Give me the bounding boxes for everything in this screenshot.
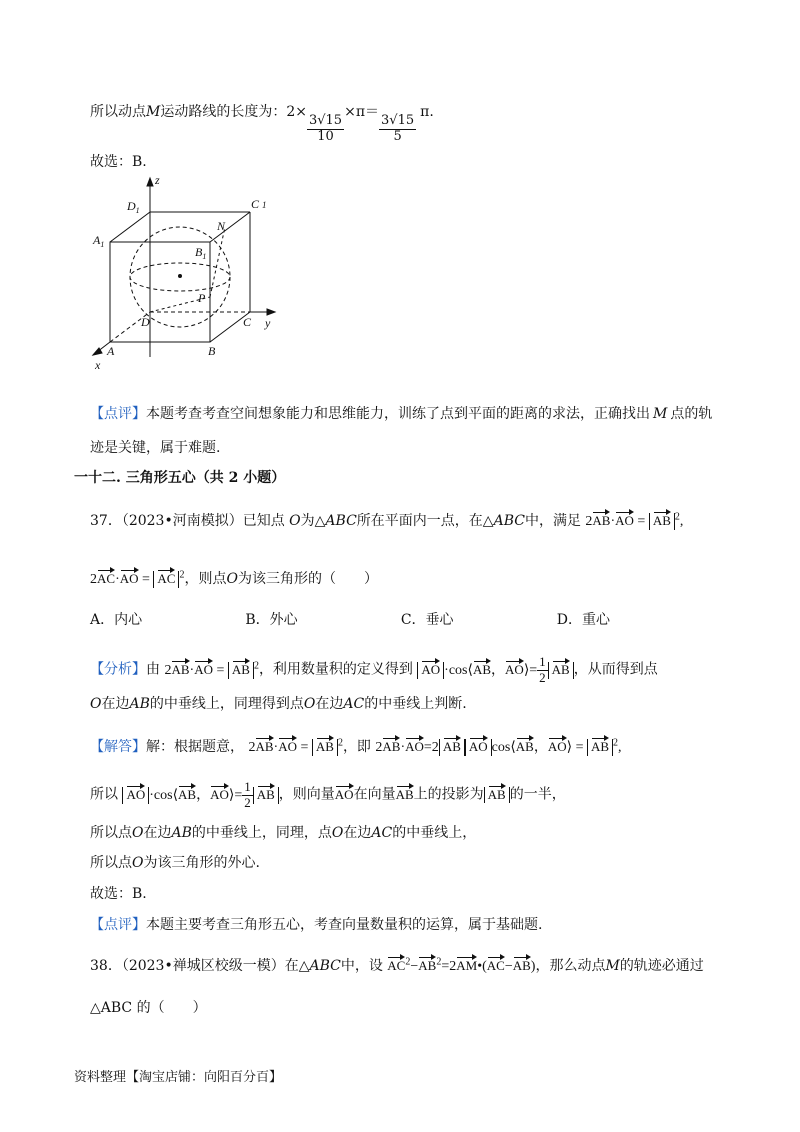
var-ac: AC xyxy=(343,696,365,712)
text: 运动路线的长度为：2× xyxy=(160,104,307,120)
q38-line-1 xyxy=(90,955,704,975)
text: 在边 xyxy=(315,696,344,712)
var-m: M xyxy=(653,406,668,422)
text: ，那么动点 xyxy=(535,958,606,974)
equation-ac: 2AC·AO = AC $^2$ xyxy=(90,569,185,587)
analysis-line-2 xyxy=(90,693,467,713)
review-1-line-1 xyxy=(90,403,712,423)
text: π. xyxy=(420,104,434,120)
var-abc: ABC xyxy=(325,513,357,529)
label-a: A xyxy=(107,344,115,358)
text: 所以点 xyxy=(90,825,132,841)
text: 在边 xyxy=(101,696,130,712)
var-ac: AC xyxy=(371,825,393,841)
path-length-line xyxy=(90,101,434,145)
analysis-tag: 【分析】 xyxy=(90,661,146,678)
var-ab: AB xyxy=(171,825,192,841)
q38-line-2: △ABC 的（ ） xyxy=(90,1000,207,1016)
answer-line-1: 故选：B. xyxy=(90,154,147,170)
review-tag: 【点评】 xyxy=(90,406,146,422)
text: 在边 xyxy=(143,825,172,841)
numerator: 3√15 xyxy=(381,113,415,128)
var-abc: ABC xyxy=(493,513,525,529)
q37-line-1 xyxy=(90,510,683,530)
solution-line-3 xyxy=(90,822,476,842)
z-arrow xyxy=(147,178,153,186)
equation: 2AB·AO = AB $^2$ xyxy=(248,737,343,755)
solution-line-4 xyxy=(90,852,260,872)
equation: 2AB·AO = AB $^2$ xyxy=(164,660,259,678)
text: 由 xyxy=(146,661,160,678)
equation-cos: AO ·cos⟨AB，AO⟩= $\frac{1}{2}$ AB xyxy=(122,788,278,803)
option-d: D．重心 xyxy=(556,612,610,628)
var-o: O xyxy=(289,513,301,529)
label-c: C xyxy=(243,315,252,329)
text: 所以 xyxy=(90,786,118,803)
vector-ao: AO xyxy=(334,786,354,802)
text: 中，设 xyxy=(340,958,383,974)
text: 解：根据题意， xyxy=(146,739,244,755)
solution-line-2 xyxy=(90,780,566,811)
text: 的中垂线上， xyxy=(392,825,477,841)
var-o: O xyxy=(303,696,316,712)
q37-line-2 xyxy=(90,568,378,588)
y-arrow xyxy=(267,309,275,315)
var-o: O xyxy=(132,825,144,841)
equation-cos: AO ·cos⟨AB，AO⟩= $\frac{1}{2}$ AB xyxy=(417,663,573,678)
text: 所在平面内一点，在△ xyxy=(356,513,494,529)
text: 的中垂线上，同理得到点 xyxy=(149,696,304,712)
denominator: 5 xyxy=(393,128,402,144)
sphere-center xyxy=(178,274,182,278)
review-tag: 【点评】 xyxy=(90,917,146,933)
text: 本题主要考查三角形五心，考查向量数量积的运算，属于基础题. xyxy=(146,917,543,933)
text: 在向量 xyxy=(353,786,396,803)
var-abc: ABC xyxy=(309,958,341,974)
text: 所以动点 xyxy=(90,104,146,120)
label-y: y xyxy=(265,316,271,330)
abs-ab: AB xyxy=(484,787,510,803)
var-o: O xyxy=(226,571,238,587)
section-heading: 一十二. 三角形五心（共 2 小题） xyxy=(74,470,286,486)
q37-options xyxy=(90,609,610,629)
footer: 资料整理【淘宝店铺：向阳百分百】 xyxy=(74,1070,283,1085)
text: ，则点 xyxy=(184,571,227,587)
text: 所以点 xyxy=(90,855,132,871)
equation-ab: 2AB·AO = AB $^2$, xyxy=(585,511,684,529)
label-c1: C 1 xyxy=(251,197,267,211)
fraction-2 xyxy=(379,114,416,145)
text: 的中垂线上，同理，点 xyxy=(191,825,332,841)
solution-answer: 故选：B. xyxy=(90,886,147,902)
text: ，从而得到点 xyxy=(573,661,658,678)
label-x: x xyxy=(95,358,101,372)
analysis-line-1 xyxy=(90,655,658,686)
var-m: M xyxy=(605,958,620,974)
denominator: 10 xyxy=(317,128,334,144)
var-o: O xyxy=(132,855,144,871)
label-z: z xyxy=(155,173,160,187)
var-m: M xyxy=(146,104,161,120)
text: 的中垂线上判断. xyxy=(364,696,467,712)
review-1-line-2: 迹是关键，属于难题. xyxy=(90,440,221,456)
label-a1: $A_1$ xyxy=(93,233,105,249)
label-d: D xyxy=(141,315,150,329)
label-n: N xyxy=(217,219,226,233)
text: ，利用数量积的定义得到 xyxy=(258,661,413,678)
vector-ab: AB xyxy=(395,786,414,802)
text: 38．（2023•禅城区校级一模）在△ xyxy=(90,958,310,974)
option-a: A．内心 xyxy=(90,612,143,628)
var-o: O xyxy=(331,825,344,841)
text: 为该三角形的外心. xyxy=(143,855,260,871)
text: 在边 xyxy=(343,825,372,841)
cube-diagram xyxy=(85,172,285,372)
text: ，即 xyxy=(342,739,371,755)
label-b: B xyxy=(208,344,216,358)
option-c: C．垂心 xyxy=(400,612,454,628)
text: 为△ xyxy=(300,513,326,529)
fraction-1 xyxy=(307,114,344,145)
equation-q38: $AC^2-AB^2=2AM•(AC-AB)$ xyxy=(387,956,536,974)
numerator: 3√15 xyxy=(308,113,343,128)
edge-b1c1 xyxy=(210,212,250,242)
text: 为该三角形的（ ） xyxy=(237,571,378,587)
text: 中，满足 xyxy=(524,513,581,529)
option-b: B．外心 xyxy=(245,612,298,628)
equation-expanded: 2AB·AO=2 AB AO cos⟨AB，AO⟩ = AB $^2$, xyxy=(375,737,622,755)
label-d1: $D_1$ xyxy=(127,199,140,215)
edge-a1d1 xyxy=(110,212,150,242)
label-b1: $B_1$ xyxy=(195,245,207,261)
solution-line-1 xyxy=(90,736,622,756)
var-o: O xyxy=(90,696,102,712)
label-p: P xyxy=(198,291,206,305)
text: 的轨迹必通过 xyxy=(619,958,704,974)
text: 上的投影为 xyxy=(413,786,484,803)
text: 37．（2023•河南模拟）已知点 xyxy=(90,513,285,529)
text: ，则向量 xyxy=(278,786,335,803)
solution-tag: 【解答】 xyxy=(90,739,146,755)
text: 的一半， xyxy=(509,786,566,803)
var-ab: AB xyxy=(129,696,150,712)
text: 点的轨 xyxy=(670,406,713,422)
text: ×π＝ xyxy=(344,104,380,120)
text: 本题考查考查空间想象能力和思维能力，训练了点到平面的距离的求法，正确找出 xyxy=(146,406,650,422)
review-2 xyxy=(90,914,542,934)
